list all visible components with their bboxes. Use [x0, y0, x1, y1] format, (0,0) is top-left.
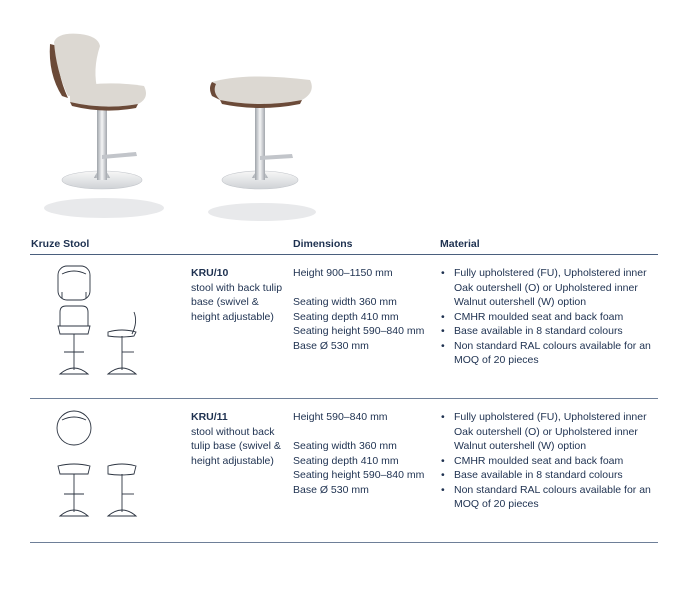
header-dimensions: Dimensions [293, 238, 353, 250]
kru10-material-text: Fully upholstered (FU), Upholstered inner Oak outershell (O) or Upholstered inner Walnut outershell (W) option [454, 267, 647, 308]
header-material: Material [440, 238, 480, 250]
list-item: • Fully upholstered (FU), Upholstered inner Oak outershell (O) or Upholstered inner Walnut outershell (W) option [441, 411, 647, 452]
list-item: • Fully upholstered (FU), Upholstered inner Oak outershell (O) or Upholstered inner Walnut outershell (W) option [441, 267, 647, 308]
header-rule [30, 254, 658, 255]
kru10-line-drawing [52, 262, 152, 382]
list-item: • Non standard RAL colours available for an MOQ of 20 pieces [441, 483, 651, 510]
kru10-code: KRU/10 [191, 267, 229, 279]
kru11-material-text: Fully upholstered (FU), Upholstered inner Oak outershell (O) or Upholstered inner Walnut outershell (W) option [454, 411, 647, 452]
kru11-base: Base Ø 530 mm [293, 483, 369, 496]
list-item: • Non standard RAL colours available for an MOQ of 20 pieces [441, 339, 651, 366]
kru10-base: Base Ø 530 mm [293, 339, 369, 352]
kru11-side-view [108, 464, 136, 475]
kru11-material-text: CMHR moulded seat and back foam [454, 454, 624, 467]
kru11-seating-height: Seating height 590–840 mm [293, 469, 425, 481]
list-item: • Base available in 8 standard colours [441, 325, 623, 337]
kru11-top-view [57, 411, 91, 445]
kru11-material-text: Base available in 8 standard colours [454, 469, 623, 481]
row-divider [30, 398, 658, 399]
kru10-seating-width: Seating width 360 mm [293, 296, 397, 308]
kru10-height: Height 900–1150 mm [293, 267, 393, 279]
product-photos [30, 30, 320, 230]
kru10-front-view [60, 306, 88, 326]
bottom-rule [30, 542, 658, 543]
kru10-dimensions [293, 266, 438, 353]
kru11-material-text: Non standard RAL colours available for an MOQ of 20 pieces [454, 483, 651, 510]
stool-without-back-photo [206, 74, 320, 230]
list-item: • CMHR moulded seat and back foam [441, 454, 624, 467]
kru10-materials [440, 266, 658, 368]
kru10-material-text: CMHR moulded seat and back foam [454, 310, 624, 323]
kru11-materials [440, 410, 658, 512]
kru10-description: stool with back tulip base (swivel & height adjustable) [191, 281, 283, 323]
kru10-material-text: Non standard RAL colours available for an MOQ of 20 pieces [454, 339, 651, 366]
list-item: • Base available in 8 standard colours [441, 469, 623, 481]
kru11-code: KRU/11 [191, 411, 228, 423]
kru11-seating-depth: Seating depth 410 mm [293, 454, 399, 467]
kru11-line-drawing [52, 406, 152, 526]
kru11-seating-width: Seating width 360 mm [293, 440, 397, 452]
kru10-seating-depth: Seating depth 410 mm [293, 310, 399, 323]
kru11-height: Height 590–840 mm [293, 411, 388, 423]
header-product: Kruze Stool [31, 238, 90, 250]
kru10-material-text: Base available in 8 standard colours [454, 325, 623, 337]
kru11-dimensions [293, 410, 438, 497]
list-item: • CMHR moulded seat and back foam [441, 310, 624, 323]
stool-with-back-photo [40, 30, 190, 230]
kru11-description: stool without back tulip base (swivel & height adjustable) [191, 425, 281, 467]
kru11-front-view [58, 464, 90, 474]
kru10-seating-height: Seating height 590–840 mm [293, 325, 425, 337]
